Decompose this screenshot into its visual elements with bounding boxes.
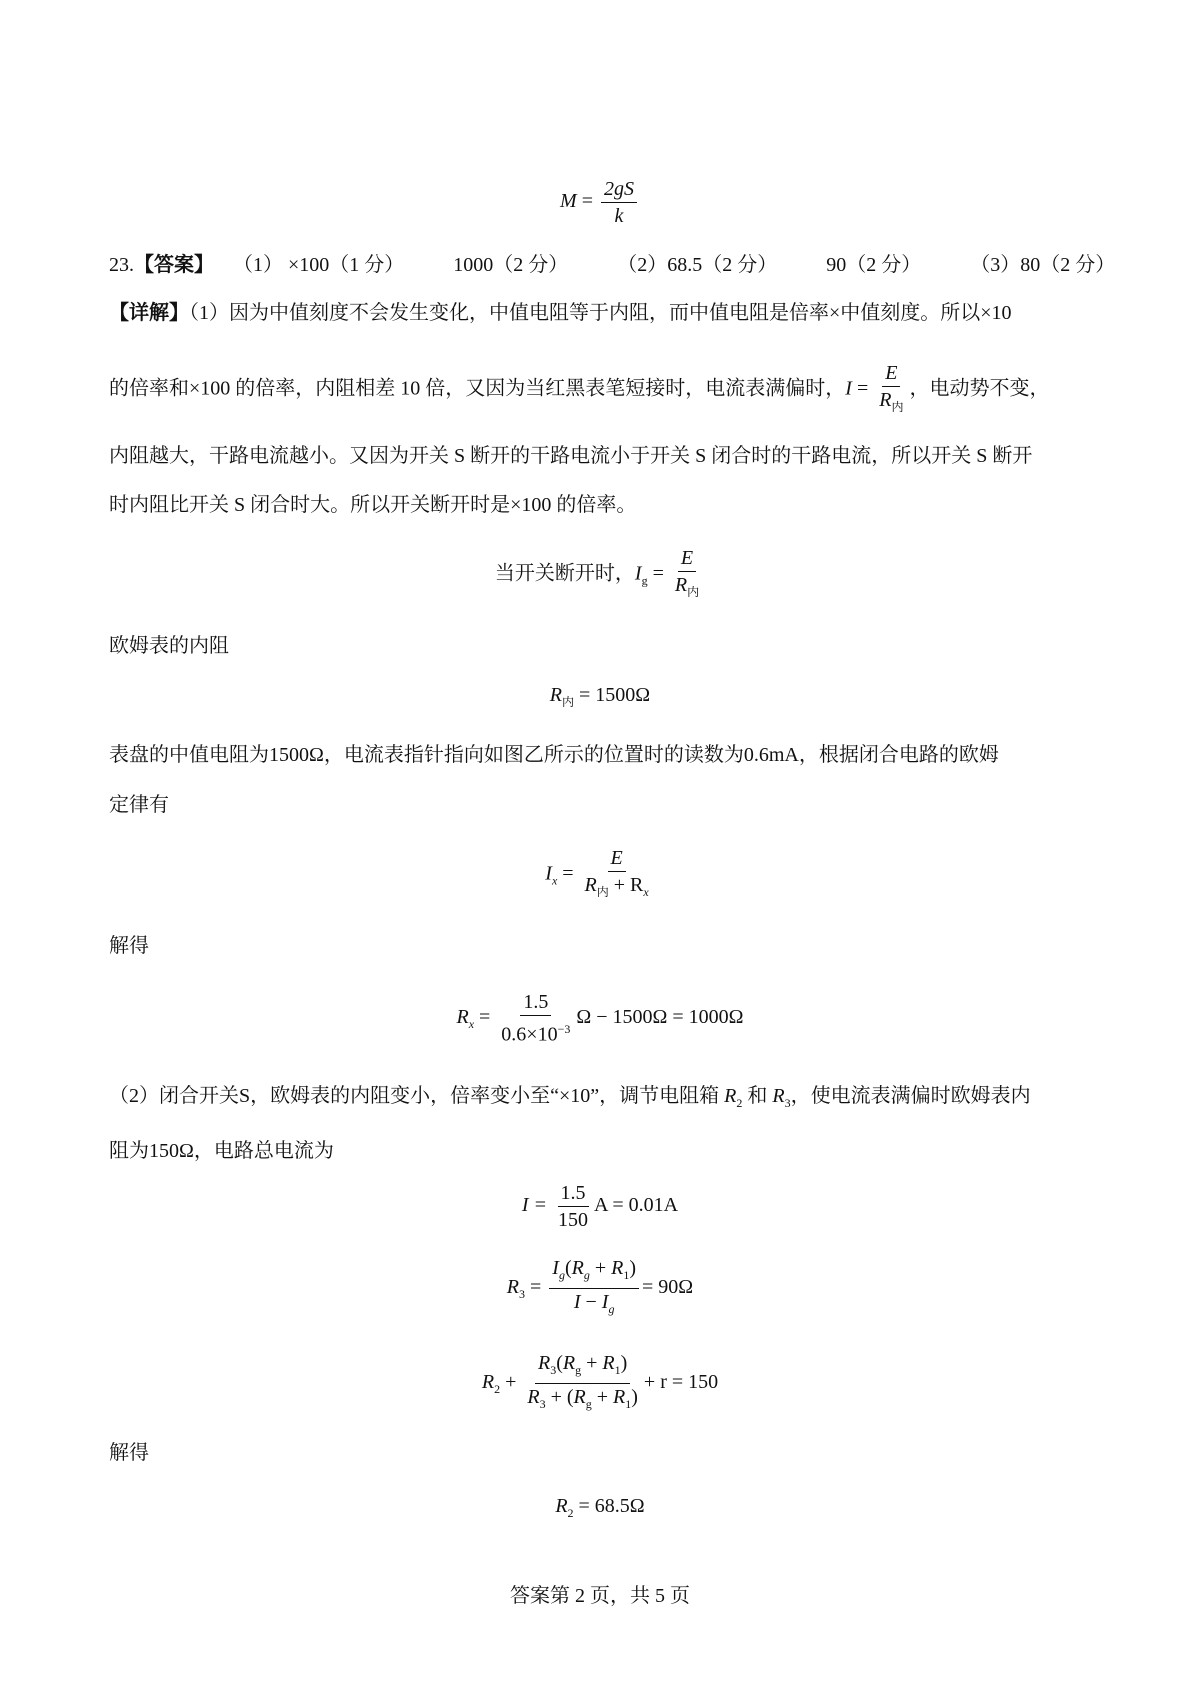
formula-ig: 当开关断开时，$I_g$ = $\frac{E}{R_内}$ <box>494 547 700 599</box>
formula-rx: $R_x$ = $\frac{1.5}{0.6\times 10^{-3}}$ Ω − 1500Ω = 1000Ω <box>456 991 744 1046</box>
detail-p2-line2: 阻为150Ω，电路总电流为 <box>109 1140 334 1162</box>
answer-line: 23.【答案】 （1） ×100（1 分） 1000（2 分） （2）68.5（2 分） 90（2 分） （3）80（2 分） <box>109 254 1116 276</box>
formula-rin: $R_内 = 1500\Omega$ <box>549 684 651 709</box>
formula-ix: $I_x$ = $\frac{E}{R_内 + R_x}$ <box>545 847 649 899</box>
text-dial-line1: 表盘的中值电阻为1500Ω，电流表指针指向如图乙所示的位置时的读数为0.6mA，根据闭合电路的欧姆 <box>109 744 999 766</box>
text-dial-line2: 定律有 <box>109 794 169 816</box>
text-solve-1: 解得 <box>109 935 149 957</box>
page-footer: 答案第 2 页，共 5 页 <box>510 1585 690 1607</box>
formula-i-total: I = $\frac{1.5}{150}$ A = 0.01A <box>521 1182 679 1231</box>
formula-r2: $R_2 = 68.5\Omega$ <box>555 1495 645 1520</box>
formula-m: M = $\frac{2gS}{k}$ <box>0 176 1200 229</box>
detail-p1-line4: 时内阻比开关 S 闭合时大。所以开关断开时是×100 的倍率。 <box>109 494 637 516</box>
detail-p1-line1: 【详解】（1）因为中值刻度不会发生变化，中值电阻等于内阻，而中值电阻是倍率×中值刻度。所以×10 <box>109 302 1012 324</box>
text-solve-2: 解得 <box>109 1442 149 1464</box>
formula-r2-equation: $R_2$ + $\frac{R_3(R_g + R_1)}{R_3 + (R_g + R_1)}$ + r = 150 <box>481 1352 719 1411</box>
detail-p1-line2: 的倍率和×100 的倍率，内阻相差 10 倍，又因为当红黑表笔短接时，电流表满偏时，I = $\frac{E}{R_内}$ ，电动势不变， <box>109 362 1050 414</box>
formula-r3: $R_3$ = $\frac{I_g(R_g + R_1)}{I - I_g}$ = 90Ω <box>506 1257 694 1316</box>
detail-p2-line1: （2）闭合开关S，欧姆表的内阻变小，倍率变小至“×10”，调节电阻箱 $R_2$ 和 $R_3$，使电流表满偏时欧姆表内 <box>109 1085 1031 1110</box>
detail-p1-line3: 内阻越大，干路电流越小。又因为开关 S 断开的干路电流小于开关 S 闭合时的干路电流，所以开关 S 断开 <box>109 445 1033 467</box>
text-inner-resistance: 欧姆表的内阻 <box>109 635 229 657</box>
